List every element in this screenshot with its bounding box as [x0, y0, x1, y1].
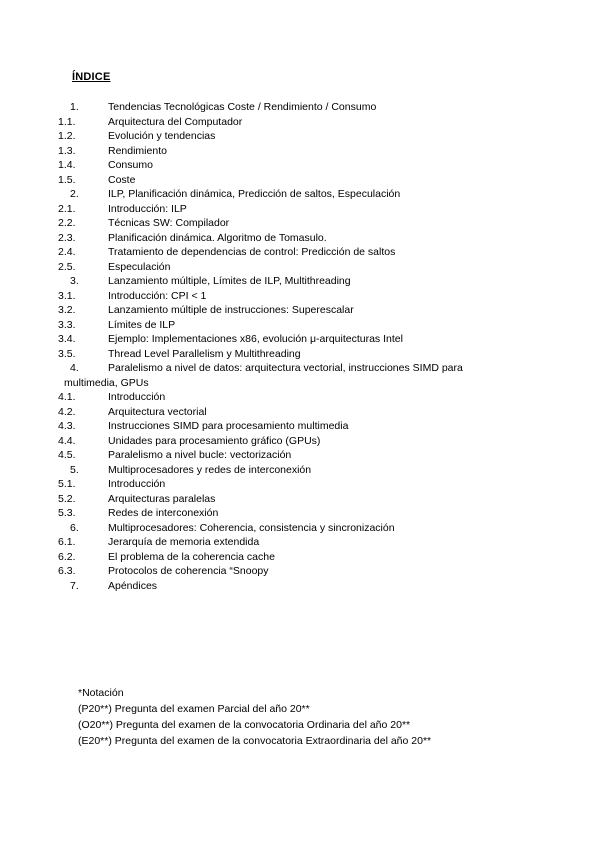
toc-chapter [0, 187, 600, 202]
toc-number: 4.2. [58, 405, 76, 418]
toc-section [0, 564, 600, 579]
toc-number: 1.3. [58, 144, 76, 157]
toc-title: Introducción [108, 478, 166, 490]
toc-number: 2. [70, 188, 79, 200]
toc-chapter [0, 521, 600, 536]
toc-title: Apéndices [108, 579, 158, 592]
note-line: (O20**) Pregunta del examen de la convocatoria Ordinaria del año 20** [78, 719, 411, 731]
toc-section [0, 260, 600, 275]
toc-number: 4.1. [58, 391, 76, 403]
toc-chapter [0, 100, 600, 115]
toc-title: Arquitecturas paralelas [108, 492, 216, 505]
toc-number: 3.3. [58, 318, 76, 331]
index-title: ÍNDICE [72, 71, 111, 83]
toc-number: 3.5. [58, 347, 76, 360]
toc-number: 5. [70, 463, 79, 476]
toc-section [0, 216, 600, 231]
toc-number: 6.3. [58, 565, 76, 577]
toc-section [0, 303, 600, 318]
toc-chapter [0, 463, 600, 478]
toc-section [0, 202, 600, 217]
toc-number: 1.2. [58, 130, 76, 142]
toc-title: Consumo [108, 159, 153, 171]
toc-section [0, 405, 600, 420]
toc-section [0, 144, 600, 159]
toc-section [0, 390, 600, 405]
toc-title: Redes de interconexión [108, 507, 219, 519]
toc-title: Evolución y tendencias [108, 130, 216, 142]
toc-section [0, 245, 600, 260]
toc-title: Tratamiento de dependencias de control: Predicción de saltos [108, 246, 396, 258]
toc-title: Tendencias Tecnológicas Coste / Rendimiento / Consumo [108, 101, 377, 113]
toc-number: 2.5. [58, 260, 76, 273]
toc-section [0, 448, 600, 463]
toc-number: 6.1. [58, 536, 76, 548]
toc-section [0, 477, 600, 492]
toc-title: Especulación [108, 260, 171, 273]
toc-section [0, 347, 600, 362]
toc-title: Coste [108, 173, 136, 186]
toc-section [0, 535, 600, 550]
toc-title: Paralelismo a nivel bucle: vectorización [108, 449, 292, 461]
toc-title: Instrucciones SIMD para procesamiento multimedia [108, 420, 349, 432]
toc-title: Multiprocesadores y redes de interconexión [108, 463, 312, 476]
toc-section [0, 332, 600, 347]
toc-title: Planificación dinámica. Algoritmo de Tomasulo. [108, 231, 327, 244]
toc-number: 1. [70, 101, 79, 113]
toc-section [0, 492, 600, 507]
toc-number: 2.1. [58, 202, 76, 215]
toc-title: Unidades para procesamiento gráfico (GPUs) [108, 434, 321, 447]
toc-section [0, 318, 600, 333]
toc-number: 1.5. [58, 173, 76, 186]
toc-title: Introducción: ILP [108, 202, 187, 215]
toc-number: 6. [70, 521, 79, 534]
table-of-contents [0, 100, 600, 593]
note-line: *Notación [78, 687, 124, 699]
toc-number: 3.4. [58, 333, 76, 345]
toc-title: Ejemplo: Implementaciones x86, evolución μ-arquitecturas Intel [108, 333, 403, 345]
toc-section [0, 173, 600, 188]
toc-number: 3.1. [58, 289, 76, 302]
note-line: (E20**) Pregunta del examen de la convocatoria Extraordinaria del año 20** [78, 735, 432, 747]
toc-section [0, 115, 600, 130]
toc-number: 2.4. [58, 246, 76, 258]
toc-title: Arquitectura del Computador [108, 115, 243, 128]
toc-number: 1.1. [58, 115, 76, 128]
toc-title: Lanzamiento múltiple, Límites de ILP, Multithreading [108, 275, 351, 287]
toc-number: 5.2. [58, 492, 76, 505]
toc-section [0, 231, 600, 246]
toc-number: 4.3. [58, 420, 76, 432]
toc-title: Introducción [108, 391, 166, 403]
toc-section [0, 434, 600, 449]
toc-title: Límites de ILP [108, 318, 176, 331]
toc-section [0, 289, 600, 304]
toc-chapter [0, 579, 600, 594]
toc-section [0, 419, 600, 434]
toc-number: 6.2. [58, 550, 76, 563]
toc-number: 5.3. [58, 507, 76, 519]
toc-title: Protocolos de coherencia “Snoopy [108, 565, 269, 577]
toc-number: 3. [70, 275, 79, 287]
toc-number: 4.4. [58, 434, 76, 447]
toc-title-continued: multimedia, GPUs [64, 376, 149, 389]
toc-number: 4. [70, 362, 79, 374]
toc-number: 5.1. [58, 478, 76, 490]
toc-title: El problema de la coherencia cache [108, 550, 275, 563]
toc-chapter [0, 274, 600, 289]
toc-title: Thread Level Parallelism y Multithreading [108, 347, 301, 360]
toc-title: Multiprocesadores: Coherencia, consistencia y sincronización [108, 521, 395, 534]
note-line: (P20**) Pregunta del examen Parcial del año 20** [78, 703, 310, 715]
toc-title: Rendimiento [108, 144, 167, 157]
toc-title: Paralelismo a nivel de datos: arquitectura vectorial, instrucciones SIMD para [108, 362, 463, 374]
toc-section [0, 550, 600, 565]
toc-number: 2.2. [58, 217, 76, 229]
toc-title: Jerarquía de memoria extendida [108, 536, 260, 548]
toc-number: 2.3. [58, 231, 76, 244]
toc-chapter [0, 361, 600, 390]
toc-section [0, 158, 600, 173]
toc-section [0, 506, 600, 521]
toc-number: 4.5. [58, 449, 76, 461]
toc-title: Arquitectura vectorial [108, 405, 207, 418]
notation-notes [78, 685, 431, 749]
toc-section [0, 129, 600, 144]
toc-number: 3.2. [58, 304, 76, 316]
toc-number: 1.4. [58, 159, 76, 171]
toc-number: 7. [70, 579, 79, 592]
toc-title: ILP, Planificación dinámica, Predicción de saltos, Especulación [108, 188, 401, 200]
toc-title: Introducción: CPI < 1 [108, 289, 207, 302]
toc-title: Lanzamiento múltiple de instrucciones: Superescalar [108, 304, 354, 316]
toc-title: Técnicas SW: Compilador [108, 217, 230, 229]
